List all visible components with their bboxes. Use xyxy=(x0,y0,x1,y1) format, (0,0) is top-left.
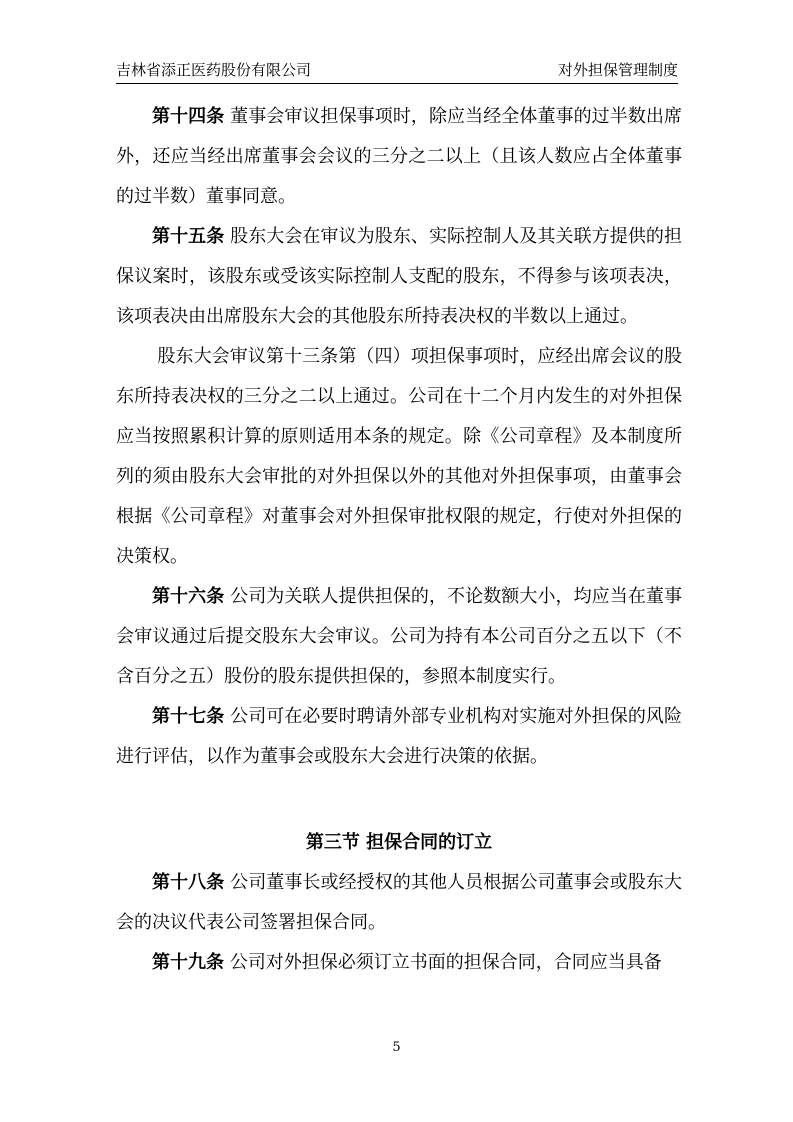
article-text: 股东大会在审议为股东、实际控制人及其关联方提供的担保议案时，该股东或受该实际控制人支配的股东，不得参与该项表决，该项表决由出席股东大会的其他股东所持表决权的半数以上通过。 xyxy=(116,226,682,327)
article-label: 第十四条 xyxy=(152,106,225,127)
article-text: 公司可在必要时聘请外部专业机构对实施对外担保的风险进行评估，以作为董事会或股东大会进行决策的依据。 xyxy=(116,706,682,767)
document-body xyxy=(116,97,682,983)
section-title: 第三节 担保合同的订立 xyxy=(305,832,493,853)
article-15 xyxy=(116,217,682,337)
article-text: 公司为关联人提供担保的，不论数额大小，均应当在董事会审议通过后提交股东大会审议。公司为持有本公司百分之五以下（不含百分之五）股份的股东提供担保的，参照本制度实行。 xyxy=(116,586,682,687)
article-18 xyxy=(116,863,682,943)
article-label: 第十五条 xyxy=(152,226,225,247)
article-text: 公司对外担保必须订立书面的担保合同，合同应当具备 xyxy=(224,952,662,973)
company-name: 吉林省添正医药股份有限公司 xyxy=(116,61,312,79)
article-label: 第十八条 xyxy=(152,872,225,893)
article-text: 董事会审议担保事项时，除应当经全体董事的过半数出席外，还应当经出席董事会会议的三分之二以上（且该人数应占全体董事的过半数）董事同意。 xyxy=(116,106,682,207)
article-15-continuation xyxy=(116,337,682,577)
article-19 xyxy=(116,943,682,983)
article-label: 第十七条 xyxy=(152,706,225,727)
article-14 xyxy=(116,97,682,217)
article-text: 公司董事长或经授权的其他人员根据公司董事会或股东大会的决议代表公司签署担保合同。 xyxy=(116,872,682,933)
article-17 xyxy=(116,697,682,777)
article-16 xyxy=(116,577,682,697)
article-label: 第十九条 xyxy=(152,952,224,973)
page-header xyxy=(116,56,678,84)
article-label: 第十六条 xyxy=(152,586,225,607)
article-text: 股东大会审议第十三条第（四）项担保事项时，应经出席会议的股东所持表决权的三分之二以上通过。公司在十二个月内发生的对外担保应当按照累积计算的原则适用本条的规定。除《公司章程》及本制度所列的须由股东大会审批的对外担保以外的其他对外担保事项，由董事会根据《公司章程》对董事会对外担保审批权限的规定，行使对外担保的决策权。 xyxy=(116,346,682,567)
page-number: 5 xyxy=(392,1040,401,1055)
document-title: 对外担保管理制度 xyxy=(557,61,678,79)
